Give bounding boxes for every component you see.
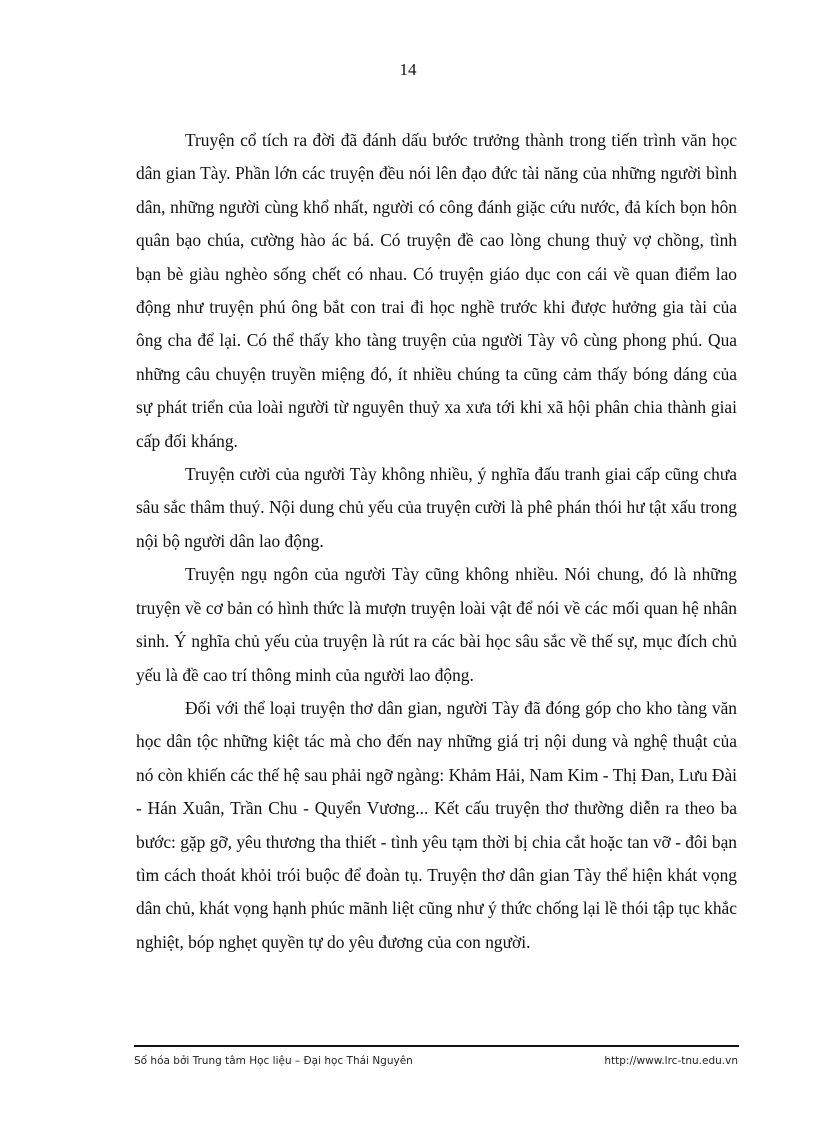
paragraph-verse-tales: Đối với thể loại truyện thơ dân gian, người Tày đã đóng góp cho kho tàng văn học dân tộc những kiệt tác mà cho đến nay những giá trị nội dung và nghệ thuật của nó còn khiến các thế hệ sau phải ngỡ ngàng: Khảm Hải, Nam Kim - Thị Đan, Lưu Đài - Hán Xuân, Trần Chu - Quyển Vương... Kết cấu truyện thơ thường diễn ra theo ba bước: gặp gỡ, yêu thương tha thiết - tình yêu tạm thời bị chia cắt hoặc tan vỡ - đôi bạn tìm cách thoát khỏi trói buộc để đoàn tụ. Truyện thơ dân gian Tày thể hiện khát vọng dân chủ, khát vọng hạnh phúc mãnh liệt cũng như ý thức chống lại lề thói tập tục khắc nghiệt, bóp nghẹt quyền tự do yêu đương của con người. — [136, 697, 737, 952]
footer-divider — [134, 1045, 739, 1047]
paragraph-comic-tales: Truyện cười của người Tày không nhiều, ý nghĩa đấu tranh giai cấp cũng chưa sâu sắc thâm thuý. Nội dung chủ yếu của truyện cười là phê phán thói hư tật xấu trong nội bộ người dân lao động. — [136, 464, 737, 551]
paragraph-fairy-tales: Truyện cổ tích ra đời đã đánh dấu bước trưởng thành trong tiến trình văn học dân gian Tày. Phần lớn các truyện đều nói lên đạo đức tài năng của những người bình dân, những người cùng khổ nhất, người có công đánh giặc cứu nước, đả kích bọn hôn quân bạo chúa, cường hào ác bá. Có truyện đề cao lòng chung thuỷ vợ chồng, tình bạn bè giàu nghèo sống chết có nhau. Có truyện giáo dục con cái về quan điểm lao động như truyện phú ông bắt con trai đi học nghề trước khi được hưởng gia tài của ông cha để lại. Có thể thấy kho tàng truyện của người Tày vô cùng phong phú. Qua những câu chuyện truyền miệng đó, ít nhiều chúng ta cũng cảm thấy bóng dáng của sự phát triển của loài người từ nguyên thuỷ xa xưa tới khi xã hội phân chia thành giai cấp đối kháng. — [136, 130, 737, 451]
footer-url-link[interactable]: http://www.lrc-tnu.edu.vn — [604, 1055, 738, 1067]
paragraph-fables: Truyện ngụ ngôn của người Tày cũng không nhiều. Nói chung, đó là những truyện về cơ bản có hình thức là mượn truyện loài vật để nói về các mối quan hệ nhân sinh. Ý nghĩa chủ yếu của truyện là rút ra các bài học sâu sắc về thế sự, mục đích chủ yếu là đề cao trí thông minh của người lao động. — [136, 564, 737, 685]
body-text — [136, 124, 737, 959]
page-number: 14 — [399, 60, 417, 79]
footer-source-text: Số hóa bởi Trung tâm Học liệu – Đại học Thái Nguyên — [134, 1055, 413, 1067]
